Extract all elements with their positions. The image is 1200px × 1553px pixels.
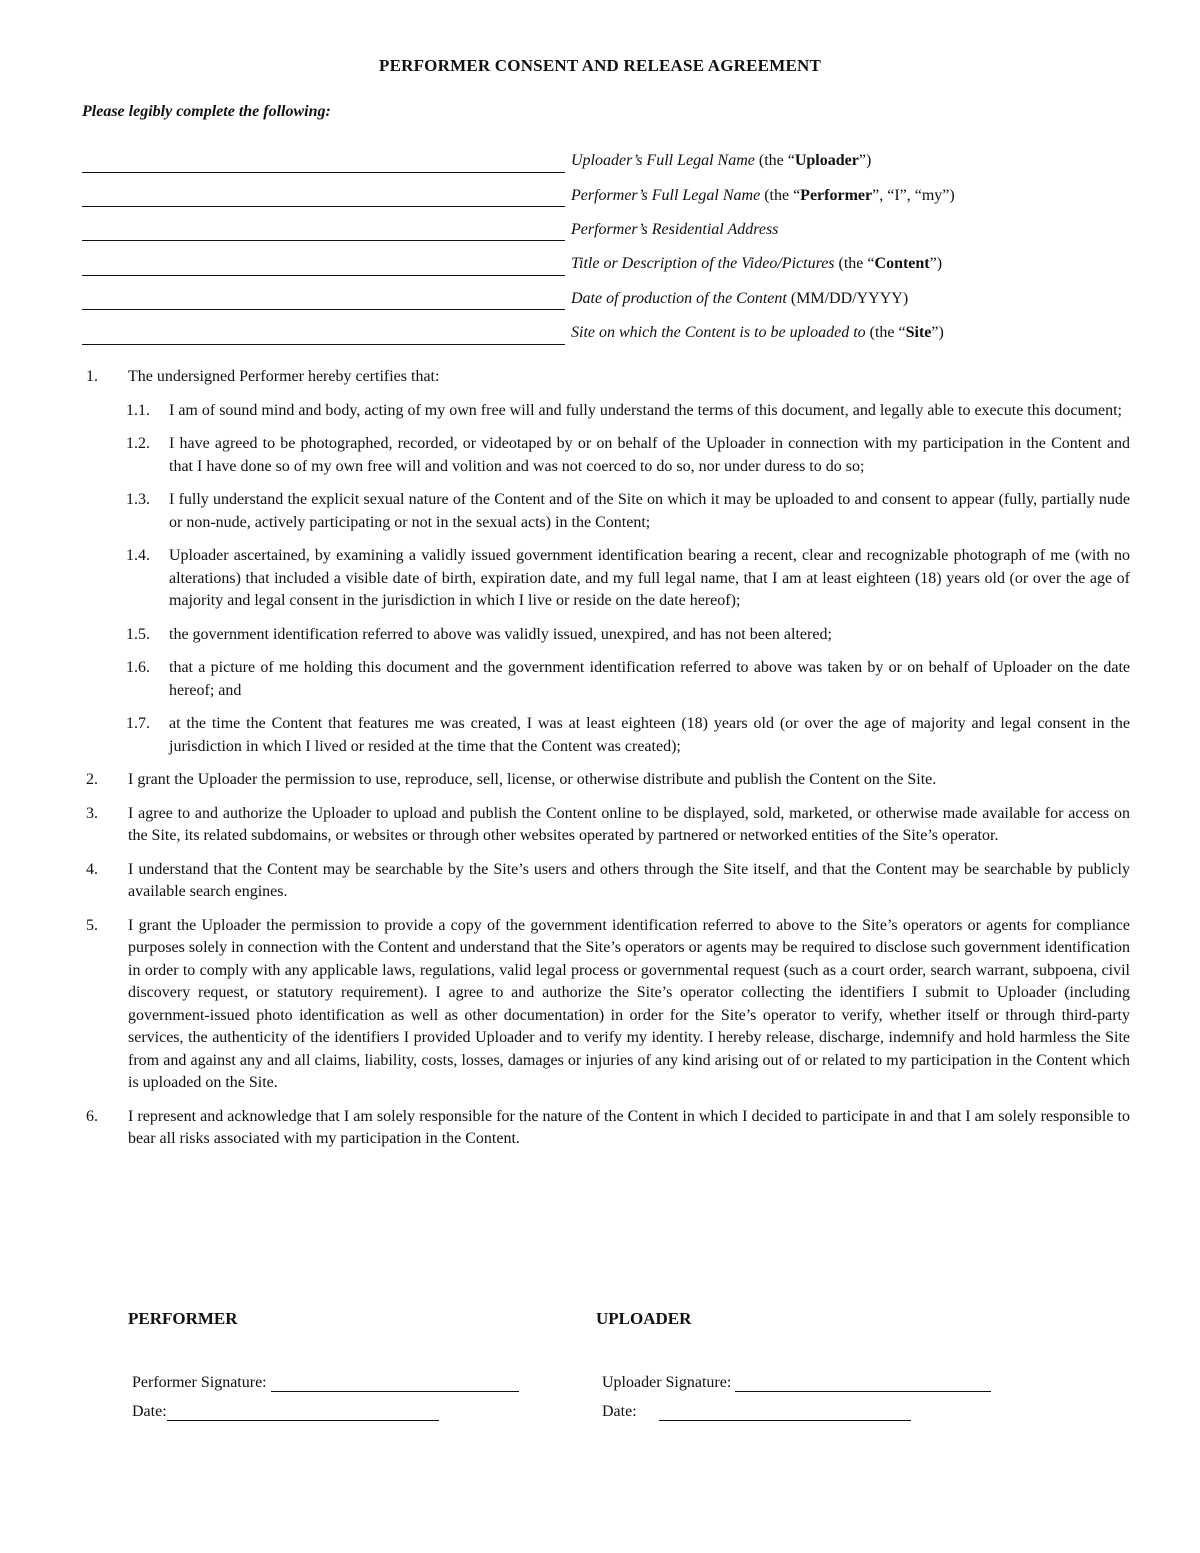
field-label: Title or Description of the Video/Pictures (the “Content”) — [571, 255, 943, 273]
clause-5: 5. I grant the Uploader the permission to provide a copy of the government identification referred to above to the Site’s operators or agents for compliance purposes solely in connection with the Content and understand that the Site’s operators or agents may be required to disclose such government identification in order to comply with any applicable laws, regulations, valid legal process or governmental request (such as a court order, search warrant, subpoena, civil discovery request, or statutory requirement). I agree to and authorize the Site’s operator collecting the identifiers I submit to Uploader (including government-issued photo identification as well as other documentation) in order for the Site’s operator to verify, whether itself or through third-party services, the authenticity of the identifiers I provided Uploader and to verify my identity. I hereby release, discharge, indemnify and hold harmless the Site from and against any and all claims, liability, costs, losses, damages or injuries of any kind arising out of or related to my participation in the Content which is uploaded on the Site. — [86, 916, 1130, 1091]
clause-4: 4. I understand that the Content may be searchable by the Site’s users and others through the Site itself, and that the Content may be searchable by publicly available search engines. — [86, 860, 1130, 900]
field-row-performer-address — [82, 213, 1142, 247]
performer-address-line[interactable] — [82, 218, 565, 241]
performer-signature-row — [132, 1373, 568, 1392]
field-row-production-date — [82, 282, 1142, 316]
instruction-text: Please legibly complete the following: — [82, 103, 331, 120]
field-label: Performer’s Residential Address — [571, 220, 779, 238]
clause-2: 2. I grant the Uploader the permission to use, reproduce, sell, license, or otherwise distribute and publish the Content on the Site. — [86, 771, 937, 788]
field-label: Uploader’s Full Legal Name (the “Uploader”) — [571, 152, 872, 170]
field-label: Performer’s Full Legal Name (the “Performer”, “I”, “my”) — [571, 186, 955, 204]
field-row-site — [82, 316, 1142, 350]
performer-date-label: Date: — [132, 1403, 167, 1420]
field-row-uploader-name — [82, 144, 1142, 178]
clause-1-7: 1.7. at the time the Content that features me was created, I was at least eighteen (18) years old (or over the age of majority and legal consent in the jurisdiction in which I lived or resided at the time that the Content was created); — [126, 715, 1130, 755]
clause-1-5: 1.5. the government identification referred to above was validly issued, unexpired, and has not been altered; — [126, 625, 832, 643]
performer-heading: PERFORMER — [128, 1309, 238, 1328]
uploader-signature-row — [602, 1373, 1056, 1392]
uploader-signature-line[interactable] — [735, 1373, 991, 1392]
production-date-line[interactable] — [82, 287, 565, 310]
clause-1-6: 1.6. that a picture of me holding this document and the government identification referred to above was taken by or on behalf of Uploader on the date hereof; and — [126, 659, 1130, 699]
clause-1-3: 1.3. I fully understand the explicit sexual nature of the Content and of the Site on which it may be uploaded to and consent to appear (fully, partially nude or non-nude, actively participating or not in the sexual acts) in the Content; — [126, 491, 1130, 531]
clause-1-2: 1.2. I have agreed to be photographed, recorded, or videotaped by or on behalf of the Uploader in connection with my participation in the Content and that I have done so of my own free will and volition and was not coerced to do so, nor under duress to do so; — [126, 435, 1130, 475]
performer-name-line[interactable] — [82, 184, 565, 207]
uploader-heading: UPLOADER — [596, 1309, 692, 1328]
site-line[interactable] — [82, 322, 565, 345]
uploader-date-row — [602, 1402, 1056, 1421]
uploader-name-line[interactable] — [82, 150, 565, 173]
field-label: Site on which the Content is to be uploaded to (the “Site”) — [571, 324, 944, 342]
clause-1-4: 1.4. Uploader ascertained, by examining a validly issued government identification bearing a recent, clear and recognizable photograph of me (with no alterations) that included a visible date of birth, expiration date, and my full legal name, that I am at least eighteen (18) years old (or over the age of majority and legal consent in the jurisdiction in which I live or reside on the date hereof); — [126, 547, 1130, 609]
field-label: Date of production of the Content (MM/DD/YYYY) — [571, 289, 909, 307]
document-title: PERFORMER CONSENT AND RELEASE AGREEMENT — [379, 56, 821, 75]
agreement-clauses — [82, 366, 1130, 1162]
uploader-signature-label: Uploader Signature: — [602, 1374, 732, 1391]
performer-signature-label: Performer Signature: — [132, 1374, 267, 1391]
form-fields — [82, 144, 1142, 350]
field-row-performer-name — [82, 178, 1142, 212]
uploader-date-line[interactable] — [659, 1402, 911, 1421]
performer-date-row — [132, 1402, 568, 1421]
uploader-signature-block — [596, 1309, 1056, 1421]
clause-1: 1. The undersigned Performer hereby certifies that: — [86, 368, 440, 385]
field-row-content-title — [82, 247, 1142, 281]
clause-3: 3. I agree to and authorize the Uploader to upload and publish the Content online to be displayed, sold, marketed, or otherwise made available for access on the Site, its related subdomains, or websites or through other websites operated by partnered or networked entities of the Site’s operator. — [86, 804, 1130, 844]
uploader-date-label: Date: — [602, 1403, 637, 1420]
performer-date-line[interactable] — [167, 1402, 439, 1421]
performer-signature-block — [128, 1309, 568, 1421]
clause-6: 6. I represent and acknowledge that I am solely responsible for the nature of the Content in which I decided to participate in and that I am solely responsible to bear all risks associated with my participation in the Content. — [86, 1107, 1130, 1147]
performer-signature-line[interactable] — [271, 1373, 519, 1392]
clause-1-1: 1.1. I am of sound mind and body, acting of my own free will and fully understand the terms of this document, and legally able to execute this document; — [126, 401, 1122, 419]
content-title-line[interactable] — [82, 253, 565, 276]
